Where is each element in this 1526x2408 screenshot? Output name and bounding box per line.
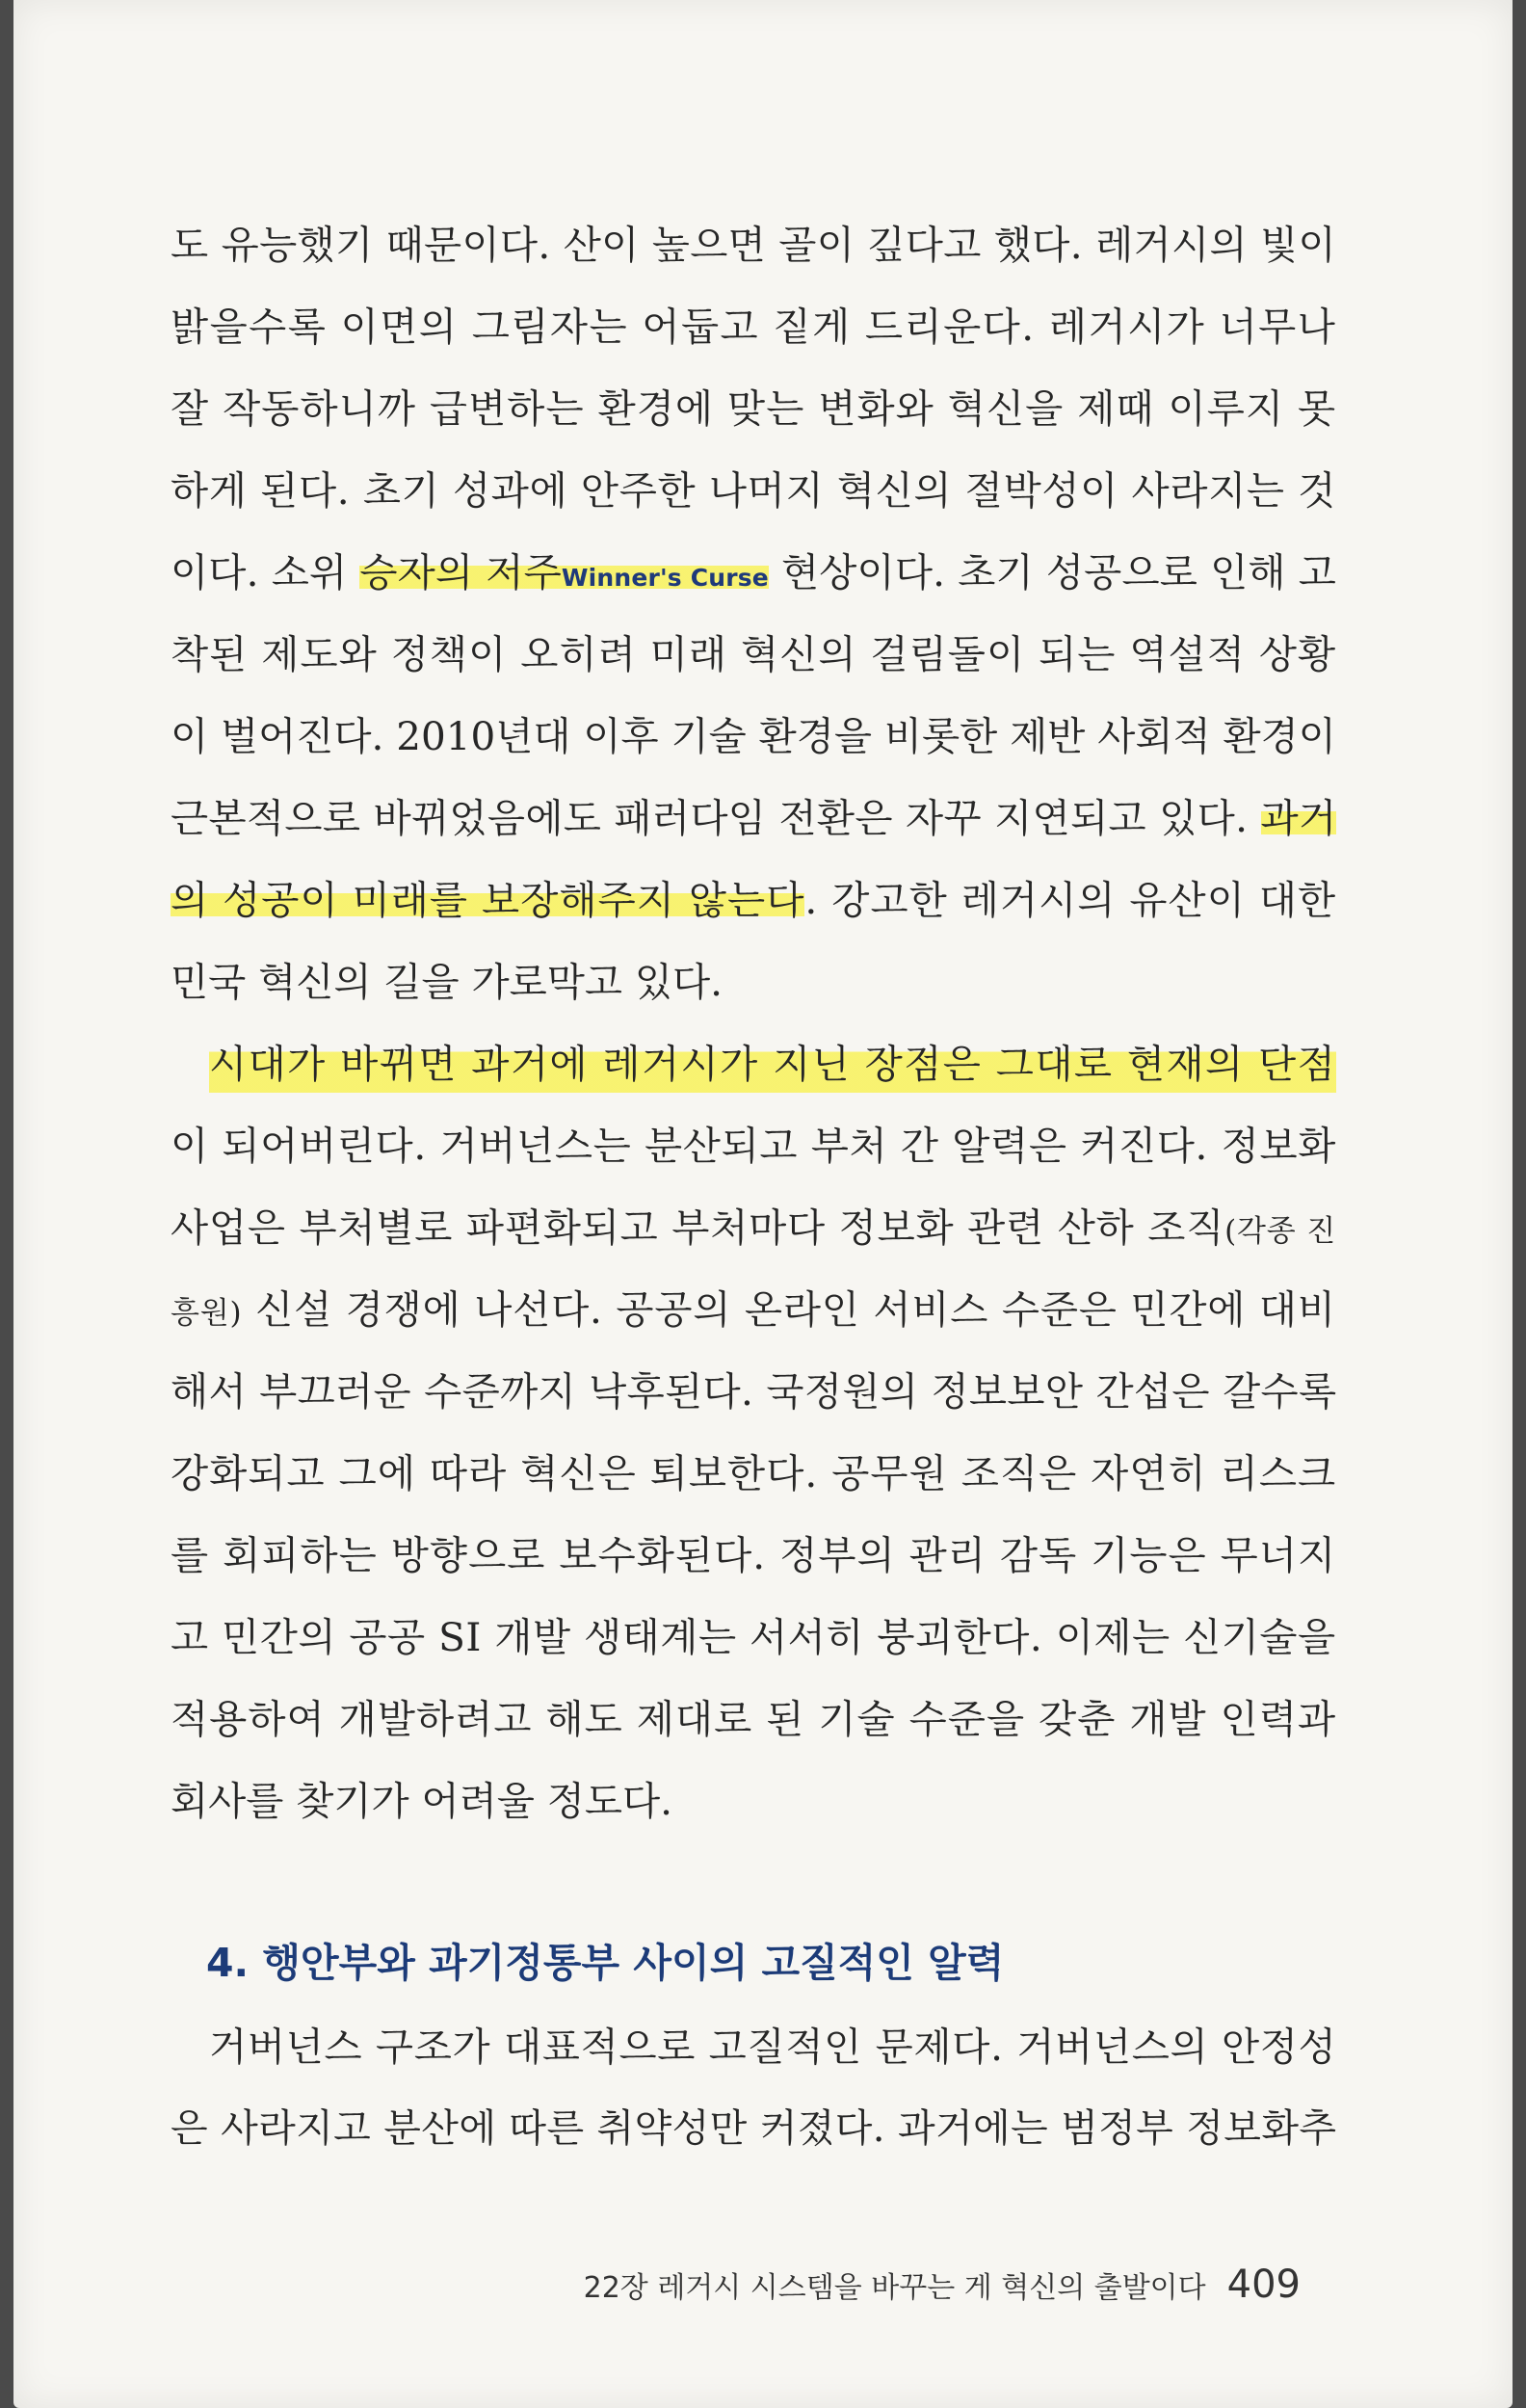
text-span: 강화되고 그에 따라 혁신은 퇴보한다. 공무원 조직은 자연히 리스크 bbox=[171, 1450, 1337, 1496]
text-span: 현상이다. 초기 성공으로 인해 고 bbox=[768, 549, 1337, 595]
text-line bbox=[171, 1023, 1336, 1105]
text-line bbox=[171, 1269, 1336, 1351]
text-line bbox=[171, 1105, 1336, 1187]
text-span: . 강고한 레거시의 유산이 대한 bbox=[804, 877, 1337, 923]
text-line bbox=[171, 696, 1336, 778]
text-span: 밝을수록 이면의 그림자는 어둡고 짙게 드리운다. 레거시가 너무나 bbox=[171, 304, 1337, 350]
body-text-top bbox=[171, 204, 1336, 1842]
text-span: 도 유능했기 때문이다. 산이 높으면 골이 깊다고 했다. 레거시의 빛이 bbox=[171, 222, 1336, 268]
text-line bbox=[171, 1597, 1336, 1679]
highlighted-text: 시대가 바뀌면 과거에 레거시가 지닌 장점은 그대로 현재의 단점 bbox=[209, 1023, 1336, 1105]
text-span bbox=[171, 778, 1336, 860]
text-span: 은 사라지고 분산에 따른 취약성만 커졌다. 과거에는 범정부 정보화추 bbox=[171, 2106, 1337, 2151]
highlighted-term bbox=[359, 549, 769, 595]
text-span: 해서 부끄러운 수준까지 낙후된다. 국정원의 정보보안 간섭은 갈수록 bbox=[171, 1368, 1337, 1415]
text-span: 를 회피하는 방향으로 보수화된다. 정부의 관리 감독 기능은 무너지 bbox=[171, 1532, 1337, 1578]
text-line bbox=[171, 778, 1336, 860]
text-span bbox=[171, 1269, 1336, 1351]
text-line bbox=[171, 614, 1336, 696]
text-span bbox=[171, 1187, 1336, 1269]
text-span: 이 벌어진다. 2010년대 이후 기술 환경을 비롯한 제반 사회적 환경이 bbox=[171, 713, 1336, 759]
text-span: 근본적으로 바뀌었음에도 패러다임 전환은 자꾸 지연되고 있다. bbox=[171, 795, 1261, 841]
text-span: 신설 경쟁에 나선다. 공공의 온라인 서비스 수준은 민간에 대비 bbox=[242, 1286, 1336, 1333]
page-number: 409 bbox=[1226, 2262, 1301, 2307]
text-span bbox=[171, 860, 1336, 941]
text-line bbox=[171, 1351, 1336, 1433]
text-line bbox=[171, 1760, 1336, 1842]
section-heading: 4. 행안부와 과기정통부 사이의 고질적인 알력 bbox=[206, 1940, 1005, 1986]
highlighted-text: 과거 bbox=[1260, 795, 1337, 841]
parenthetical-note: 흥원) bbox=[171, 1296, 243, 1331]
text-span: 적용하여 개발하려고 해도 제대로 된 기술 수준을 갖춘 개발 인력과 bbox=[171, 1696, 1337, 1742]
highlighted-text: 의 성공이 미래를 보장해주지 않는다 bbox=[171, 877, 805, 923]
text-span: 사업은 부처별로 파편화되고 부처마다 정보화 관련 산하 조직 bbox=[171, 1204, 1225, 1251]
text-span: 이 되어버린다. 거버넌스는 분산되고 부처 간 알력은 커진다. 정보화 bbox=[171, 1123, 1337, 1169]
text-line bbox=[171, 1433, 1336, 1515]
text-span: 회사를 찾기가 어려울 정도다. bbox=[171, 1778, 672, 1824]
text-span: 민국 혁신의 길을 가로막고 있다. bbox=[171, 959, 723, 1005]
text-span: 착된 제도와 정책이 오히려 미래 혁신의 걸림돌이 되는 역설적 상황 bbox=[171, 631, 1337, 677]
text-line bbox=[171, 941, 1336, 1023]
text-line bbox=[171, 450, 1336, 532]
text-span bbox=[171, 532, 1336, 614]
running-footer-chapter: 22장 레거시 시스템을 바꾸는 게 혁신의 출발이다 bbox=[583, 2271, 1206, 2305]
book-page bbox=[13, 0, 1513, 2408]
text-line bbox=[171, 286, 1336, 368]
page-footer bbox=[584, 2262, 1301, 2307]
parenthetical-note: (각종 진 bbox=[1224, 1214, 1336, 1249]
text-line bbox=[171, 1679, 1336, 1760]
text-line bbox=[171, 2006, 1336, 2088]
text-line bbox=[171, 532, 1336, 614]
text-span: 잘 작동하니까 급변하는 환경에 맞는 변화와 혁신을 제때 이루지 못 bbox=[171, 385, 1337, 432]
text-line bbox=[171, 2088, 1336, 2170]
english-annotation: Winner's Curse bbox=[561, 564, 769, 592]
highlighted-text: 승자의 저주 bbox=[359, 549, 562, 595]
body-text-bottom bbox=[171, 2006, 1336, 2170]
text-span: 거버넌스 구조가 대표적으로 고질적인 문제다. 거버넌스의 안정성 bbox=[209, 2024, 1337, 2070]
text-line bbox=[171, 1515, 1336, 1597]
text-span: 고 민간의 공공 SI 개발 생태계는 서서히 붕괴한다. 이제는 신기술을 bbox=[171, 1614, 1336, 1660]
text-line bbox=[171, 204, 1336, 286]
text-line bbox=[171, 860, 1336, 941]
text-span: 이다. 소위 bbox=[171, 549, 360, 595]
text-line bbox=[171, 1187, 1336, 1269]
text-span: 하게 된다. 초기 성과에 안주한 나머지 혁신의 절박성이 사라지는 것 bbox=[171, 467, 1337, 514]
text-line bbox=[171, 368, 1336, 450]
